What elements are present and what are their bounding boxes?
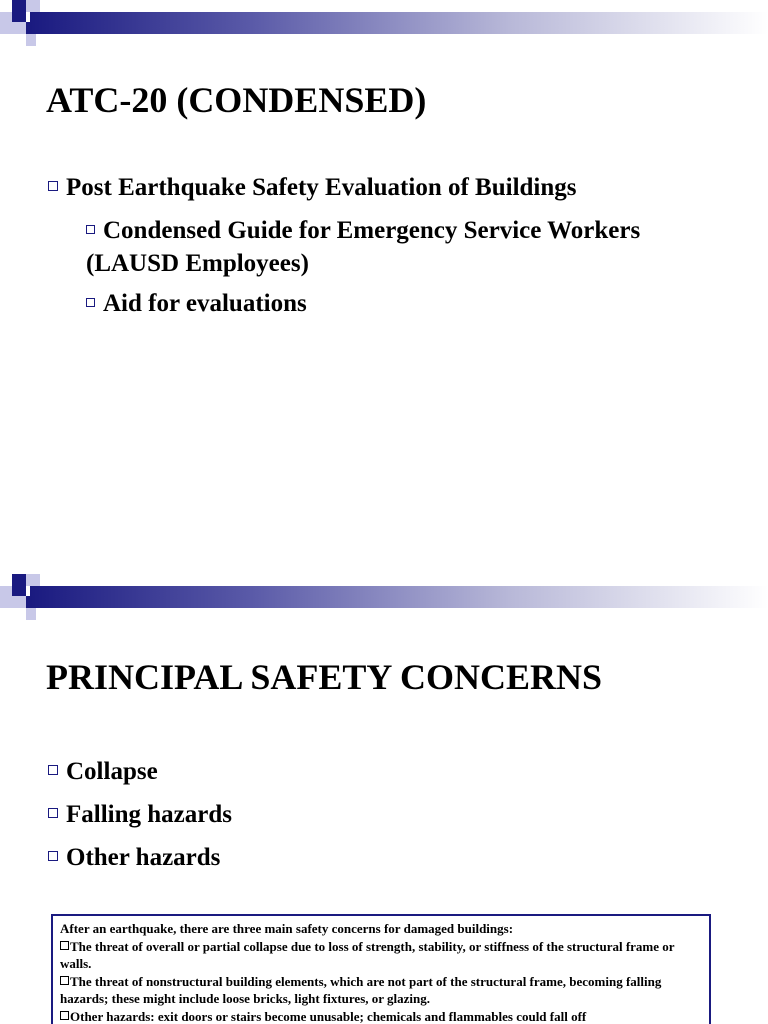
sub-bullet-item: Condensed Guide for Emergency Service Workers (LAUSD Employees) [86, 217, 641, 277]
checkbox-bullet-icon [48, 181, 58, 191]
slide-title: PRINCIPAL SAFETY CONCERNS [46, 657, 603, 697]
notes-intro: After an earthquake, there are three main safety concerns for damaged buildings: [60, 921, 514, 936]
bullet-item: Post Earthquake Safety Evaluation of Buildings [48, 174, 577, 202]
slide-2 [0, 574, 768, 1024]
slide-header-decoration [0, 574, 768, 622]
speaker-notes-box [51, 914, 711, 1024]
bullet-item: Collapse [48, 758, 158, 786]
checkbox-bullet-icon [60, 1011, 69, 1020]
checkbox-bullet-icon [60, 941, 69, 950]
notes-item: The threat of nonstructural building elements, which are not part of the structural frame, becoming falling hazards; these might include loose bricks, light fixtures, or glazing. [60, 973, 662, 1007]
checkbox-bullet-icon [86, 298, 95, 307]
checkbox-bullet-icon [60, 976, 69, 985]
sub-bullet-item: Aid for evaluations [86, 287, 726, 320]
checkbox-bullet-icon [48, 851, 58, 861]
bullet-item: Falling hazards [48, 801, 232, 829]
notes-item: The threat of overall or partial collapse due to loss of strength, stability, or stiffness of the structural frame or walls. [60, 938, 675, 972]
checkbox-bullet-icon [48, 765, 58, 775]
slide-title: ATC-20 (CONDENSED) [46, 80, 427, 120]
slide-header-decoration [0, 0, 768, 48]
checkbox-bullet-icon [86, 225, 95, 234]
notes-item: Other hazards: exit doors or stairs become unusable; chemicals and flammables could fall off [60, 1008, 702, 1024]
checkbox-bullet-icon [48, 808, 58, 818]
bullet-item: Other hazards [48, 844, 220, 872]
